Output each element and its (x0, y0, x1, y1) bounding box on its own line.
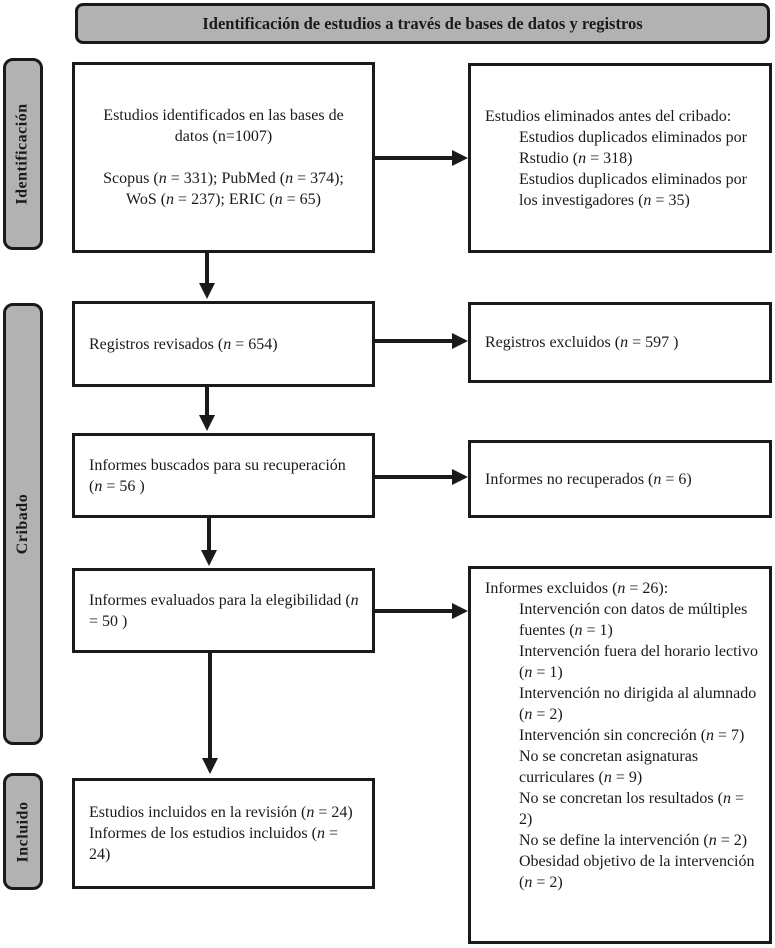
box-text-line: Informes excluidos (n = 26): (485, 580, 669, 597)
box-text-line: Estudios duplicados eliminados por los investigadores (n = 35) (519, 170, 747, 209)
box-text-line (95, 147, 352, 168)
arrow-sought-to-not-retrieved (375, 475, 453, 479)
box-studies-included (72, 778, 375, 889)
box-text-line: Informes de los estudios incluidos (n = 24) (89, 825, 338, 863)
box-records-screened (72, 301, 375, 387)
box-studies-identified (72, 62, 375, 253)
stage-label-text: Cribado (14, 493, 31, 555)
box-text-line: Informes buscados para su recuperación (n = 56 ) (89, 456, 346, 495)
diagram-title-banner (75, 3, 770, 44)
box-text-line: Intervención con datos de múltiples fuentes (n = 1) (519, 601, 748, 639)
stage-label-identificacion (3, 58, 43, 250)
stage-label-text: Incluido (14, 801, 32, 862)
stage-label-text: Identificación (14, 103, 31, 205)
box-text-line: Estudios identificados en las bases de datos (n=1007) (103, 107, 344, 145)
box-text-line: Informes evaluados para la elegibilidad (n = 50 ) (89, 591, 359, 630)
box-text-line: Estudios eliminados antes del cribado: (485, 107, 732, 125)
box-reports-excluded (468, 566, 772, 944)
diagram-title: Identificación de estudios a través de bases de datos y registros (202, 13, 643, 33)
arrow-screened-to-excluded (375, 339, 453, 343)
box-text-line: Intervención sin concreción (n = 7) (519, 727, 745, 744)
box-text-line: Scopus (n = 331); PubMed (n = 374); WoS (n = 237); ERIC (n = 65) (103, 170, 344, 208)
arrow-assessed-to-included (208, 653, 212, 759)
arrow-identified-to-removed (375, 156, 453, 160)
box-text-line: Obesidad objetivo de la intervención (n = 2) (519, 853, 755, 891)
arrow-screened-to-sought (205, 387, 209, 416)
stage-label-cribado (3, 303, 43, 745)
box-text-line: No se concretan asignaturas curriculares (n = 9) (519, 748, 699, 786)
box-text-line: No se define la intervención (n = 2) (519, 832, 748, 849)
box-reports-sought (72, 433, 375, 518)
box-reports-not-retrieved (468, 440, 772, 518)
box-studies-removed-before-screening (468, 63, 772, 253)
box-text-line: No se concretan los resultados (n = 2) (519, 790, 744, 828)
box-text-line: Registros revisados (n = 654) (89, 335, 278, 353)
box-text-line: Estudios incluidos en la revisión (n = 24) (89, 804, 353, 821)
box-text-line: Estudios duplicados eliminados por Rstudio (n = 318) (519, 128, 747, 167)
box-text-line: Informes no recuperados (n = 6) (485, 470, 692, 488)
arrow-assessed-to-excluded (375, 609, 453, 613)
box-reports-assessed (72, 568, 375, 653)
arrow-identified-to-screened (205, 253, 209, 284)
box-text-line: Intervención no dirigida al alumnado (n = 2) (519, 685, 757, 723)
arrow-sought-to-assessed (207, 518, 211, 551)
box-text-line: Registros excluidos (n = 597 ) (485, 334, 679, 351)
box-records-excluded (468, 302, 772, 383)
box-text-line: Intervención fuera del horario lectivo (n = 1) (519, 643, 758, 681)
stage-label-incluido (3, 773, 43, 890)
